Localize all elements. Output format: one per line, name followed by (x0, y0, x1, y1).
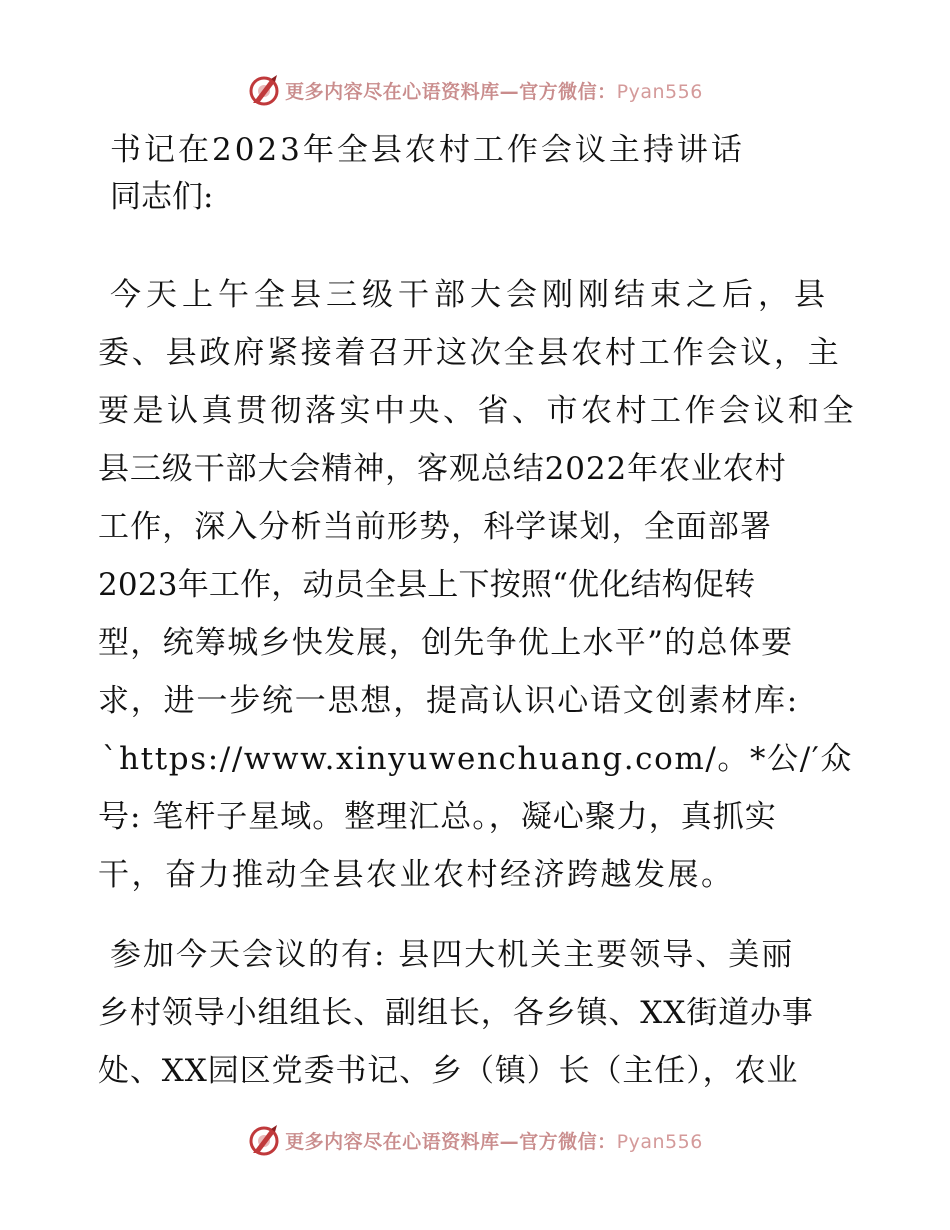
body-line: `https://www.xinyuwenchuang.com/。*公/′众 (102, 741, 854, 777)
body-line: 县三级干部大会精神，客观总结2022年农业农村 (98, 451, 787, 487)
salutation: 同志们: (110, 179, 214, 215)
body-line: 今天上午全县三级干部大会刚刚结束之后，县 (110, 277, 830, 313)
body-line: 求，进一步统一思想，提高认识心语文创素材库: (98, 683, 800, 719)
watermark-label: 更多内容尽在心语资料库—官方微信： (285, 1130, 617, 1153)
body-line: 号: 笔杆子星域。整理汇总。，凝心聚力，真抓实 (98, 799, 777, 835)
body-line: 处、XX园区党委书记、乡（镇）长（主任），农业 (98, 1053, 799, 1089)
watermark-text (285, 1127, 703, 1154)
footer-watermark (0, 1120, 950, 1160)
quill-logo-icon (247, 73, 281, 107)
watermark-wechat-id: Pyan556 (616, 80, 703, 103)
body-line: 参加今天会议的有: 县四大机关主要领导、美丽 (110, 937, 795, 973)
watermark-label: 更多内容尽在心语资料库—官方微信： (285, 80, 617, 103)
body-line: 2023年工作，动员全县上下按照“优化结构促转 (98, 567, 756, 603)
body-line: 干，奋力推动全县农业农村经济跨越发展。 (98, 857, 735, 893)
body-line: 型，统筹城乡快发展，创先争优上水平”的总体要 (98, 625, 794, 661)
watermark-wechat-id: Pyan556 (616, 1130, 703, 1153)
body-line: 要是认真贯彻落实中央、省、市农村工作会议和全 (98, 393, 857, 429)
watermark-text (285, 77, 703, 104)
body-line: 委、县政府紧接着召开这次全县农村工作会议，主 (98, 335, 842, 371)
quill-logo-icon (247, 1123, 281, 1157)
body-line: 乡村领导小组组长、副组长，各乡镇、XX街道办事 (98, 995, 814, 1031)
body-line: 工作，深入分析当前形势，科学谋划，全面部署 (98, 509, 773, 545)
document-title: 书记在2023年全县农村工作会议主持讲话 (110, 132, 745, 168)
header-watermark (0, 70, 950, 110)
